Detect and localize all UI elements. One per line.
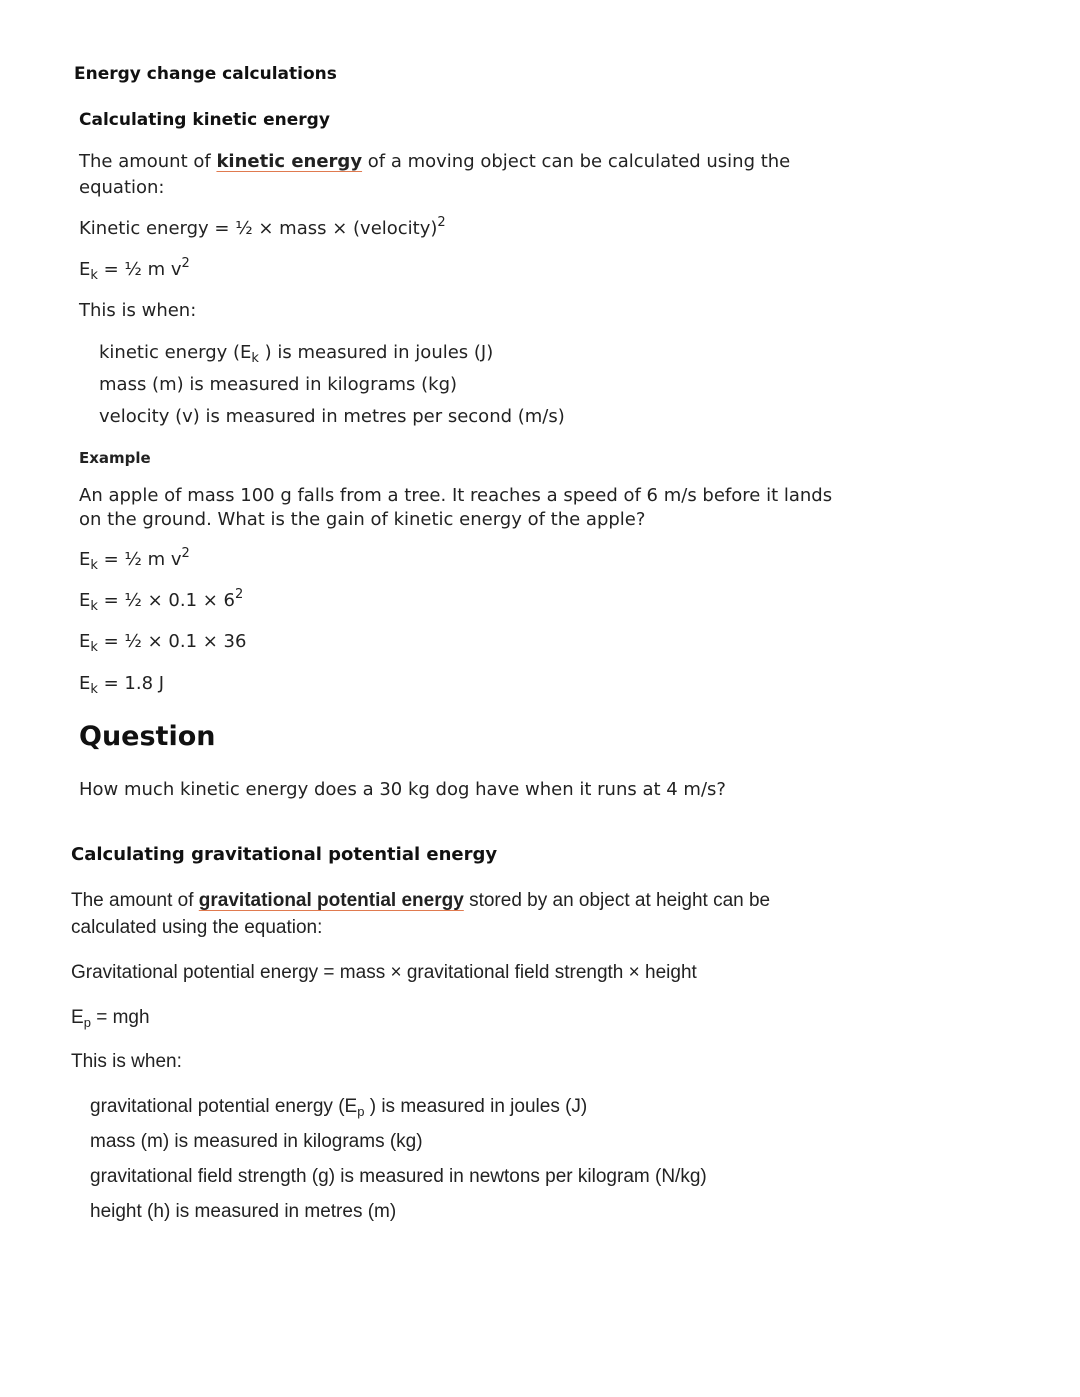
text: E xyxy=(71,1007,84,1028)
subscript: p xyxy=(83,1015,91,1030)
text: = 1.8 J xyxy=(97,673,165,694)
question-text: How much kinetic energy does a 30 kg dog have when it runs at 4 m/s? xyxy=(79,779,726,800)
unit-gpe-mass: mass (m) is measured in kilograms (kg) xyxy=(90,1131,423,1152)
page-title: Energy change calculations xyxy=(74,64,337,84)
text: of a moving object can be calculated using the xyxy=(362,151,791,172)
subscript: p xyxy=(357,1104,365,1119)
unit-g: gravitational field strength (g) is measured in newtons per kilogram (N/kg) xyxy=(90,1166,707,1187)
example-label: Example xyxy=(79,449,151,467)
step-3 xyxy=(79,630,246,654)
gpe-word-equation: Gravitational potential energy = mass × gravitational field strength × height xyxy=(71,962,697,983)
superscript: 2 xyxy=(437,215,446,230)
text: E xyxy=(79,590,91,611)
step-4 xyxy=(79,672,164,696)
gpe-heading: Calculating gravitational potential energy xyxy=(71,844,498,865)
text: = ½ m v xyxy=(97,259,182,280)
text: = ½ × 0.1 × 36 xyxy=(97,631,247,652)
text: The amount of xyxy=(71,890,199,911)
text: E xyxy=(79,549,91,570)
text: = mgh xyxy=(90,1007,150,1028)
subscript: k xyxy=(90,640,98,655)
question-heading: Question xyxy=(79,721,216,752)
text: ) is measured in joules (J) xyxy=(364,1096,588,1117)
unit-ke xyxy=(99,341,493,365)
text: The amount of xyxy=(79,151,217,172)
superscript: 2 xyxy=(235,587,244,602)
kinetic-word-equation xyxy=(79,217,446,241)
subscript: k xyxy=(90,558,98,573)
text: kinetic energy (E xyxy=(99,342,252,363)
this-is-when: This is when: xyxy=(79,300,197,321)
unit-height: height (h) is measured in metres (m) xyxy=(90,1201,397,1222)
text: gravitational potential energy (E xyxy=(90,1096,358,1117)
subscript: k xyxy=(90,682,98,697)
text: Kinetic energy = ½ × mass × (velocity) xyxy=(79,218,438,239)
unit-velocity: velocity (v) is measured in metres per second (m/s) xyxy=(99,406,565,427)
step-1 xyxy=(79,548,190,572)
kinetic-energy-link[interactable]: kinetic energy xyxy=(216,151,363,172)
step-2 xyxy=(79,589,243,613)
subscript: k xyxy=(90,599,98,614)
gpe-intro xyxy=(71,889,770,913)
text: E xyxy=(79,631,91,652)
text: stored by an object at height can be xyxy=(463,890,771,911)
text: = ½ m v xyxy=(97,549,182,570)
kinetic-symbol-equation xyxy=(79,258,190,282)
subscript: k xyxy=(90,268,98,283)
superscript: 2 xyxy=(181,546,190,561)
gpe-intro-line2: calculated using the equation: xyxy=(71,917,323,938)
kinetic-intro-line2: equation: xyxy=(79,177,165,198)
unit-gpe xyxy=(90,1095,587,1119)
kinetic-intro xyxy=(79,150,790,174)
example-line1: An apple of mass 100 g falls from a tree. It reaches a speed of 6 m/s before it lands xyxy=(79,485,833,506)
unit-mass: mass (m) is measured in kilograms (kg) xyxy=(99,374,458,395)
gpe-this-is-when: This is when: xyxy=(71,1051,182,1072)
text: E xyxy=(79,259,91,280)
text: E xyxy=(79,673,91,694)
subscript: k xyxy=(251,351,259,366)
gpe-link[interactable]: gravitational potential energy xyxy=(198,890,464,911)
text: ) is measured in joules (J) xyxy=(258,342,494,363)
superscript: 2 xyxy=(181,256,190,271)
example-line2: on the ground. What is the gain of kinetic energy of the apple? xyxy=(79,509,646,530)
gpe-symbol-equation xyxy=(71,1006,150,1030)
text: = ½ × 0.1 × 6 xyxy=(97,590,236,611)
kinetic-heading: Calculating kinetic energy xyxy=(79,110,330,130)
